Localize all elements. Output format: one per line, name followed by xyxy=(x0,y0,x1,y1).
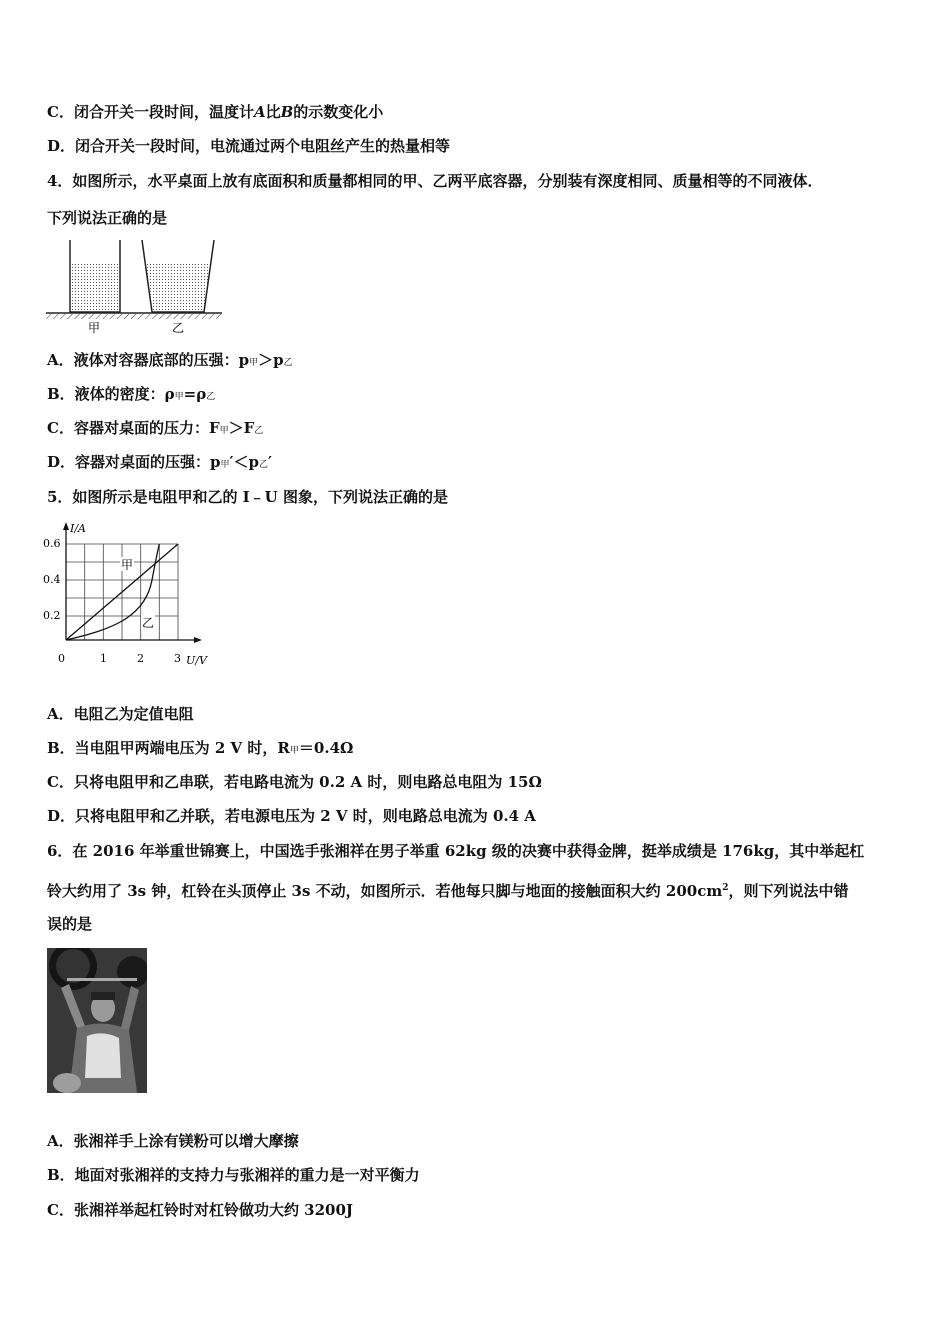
q6-stem-line3: 误的是 xyxy=(47,915,93,933)
q5-option-b-text: B．当电阻甲两端电压为 2 V 时，R xyxy=(47,739,290,757)
x-tick-1: 1 xyxy=(100,652,107,665)
liquid-yi xyxy=(146,264,210,312)
q4-option-d-mid: ′＜p xyxy=(229,453,259,471)
q4-option-a xyxy=(47,350,293,373)
y-tick-02: 0.2 xyxy=(43,609,61,622)
q4-stem-line1: 4．如图所示，水平桌面上放有底面积和质量都相同的甲、乙两平底容器，分别装有深度相同、质量相等的不同液体． xyxy=(47,172,823,190)
q5-option-a: A．电阻乙为定值电阻 xyxy=(47,705,194,723)
q4-option-d-sub1: 甲 xyxy=(220,460,230,470)
q3-option-c-text: C．闭合开关一段时间，温度计 xyxy=(47,103,254,121)
q5-iu-graph xyxy=(40,518,220,670)
q5-option-b xyxy=(47,738,353,761)
q3-option-c-end: 的示数变化小 xyxy=(293,103,384,121)
q3-option-c xyxy=(47,102,383,122)
table-hatch xyxy=(46,314,222,319)
y-axis-label: I/A xyxy=(70,522,86,535)
q6-option-a: A．张湘祥手上涂有镁粉可以增大摩擦 xyxy=(47,1132,299,1150)
q5-stem: 5．如图所示是电阻甲和乙的 I﹣U 图象，下列说法正确的是 xyxy=(47,488,448,506)
q4-option-b-sub1: 甲 xyxy=(174,392,184,402)
q4-option-c xyxy=(47,418,263,441)
q4-option-a-text: A．液体对容器底部的压强：p xyxy=(47,351,250,369)
q5-option-b-end: ＝0.4Ω xyxy=(298,739,354,757)
q3-option-d: D．闭合开关一段时间，电流通过两个电阻丝产生的热量相等 xyxy=(47,137,451,155)
label-yi: 乙 xyxy=(171,321,185,335)
q4-option-a-sub2: 乙 xyxy=(283,358,293,368)
q4-option-d xyxy=(47,452,272,475)
q4-option-b xyxy=(47,384,215,407)
y-tick-04: 0.4 xyxy=(43,573,61,586)
x-tick-2: 2 xyxy=(137,652,144,665)
q4-option-b-text: B．液体的密度：ρ xyxy=(47,385,175,403)
q6-stem-line1: 6．在 2016 年举重世锦赛上，中国选手张湘祥在男子举重 62kg 级的决赛中获得金牌，挺举成绩是 176kg，其中举起杠 xyxy=(47,842,865,860)
q6-option-b: B．地面对张湘祥的支持力与张湘祥的重力是一对平衡力 xyxy=(47,1166,420,1184)
q3-option-c-b: B xyxy=(280,103,294,121)
q4-option-d-end: ′ xyxy=(267,453,272,471)
q4-option-a-sub1: 甲 xyxy=(249,358,259,368)
q5-option-b-sub: 甲 xyxy=(289,746,299,756)
label-jia: 甲 xyxy=(87,321,101,335)
q4-option-b-mid: =ρ xyxy=(183,385,207,403)
q6-stem-line2-sup: 2 xyxy=(722,883,729,893)
q4-option-c-sub2: 乙 xyxy=(254,426,264,436)
q4-stem-line2: 下列说法正确的是 xyxy=(47,209,168,227)
y-tick-06: 0.6 xyxy=(43,537,61,550)
weightlifter-photo xyxy=(47,948,147,1093)
liquid-jia xyxy=(70,264,120,312)
q6-stem-line2-text: 铃大约用了 3s 钟，杠铃在头顶停止 3s 不动，如图所示．若他每只脚与地面的接触面积大约 200cm xyxy=(47,882,723,900)
q4-option-c-mid: ＞F xyxy=(228,419,255,437)
q4-option-c-text: C．容器对桌面的压力：F xyxy=(47,419,220,437)
x-axis-label: U/V xyxy=(186,654,207,667)
label-yi: 乙 xyxy=(142,616,155,630)
label-jia: 甲 xyxy=(121,558,134,572)
q6-stem-line2-end: ，则下列说法中错 xyxy=(728,882,849,900)
q4-option-c-sub1: 甲 xyxy=(219,426,229,436)
q3-option-c-mid: 比 xyxy=(265,103,281,121)
q5-option-d: D．只将电阻甲和乙并联，若电源电压为 2 V 时，则电路总电流为 0.4 A xyxy=(47,807,536,825)
q4-option-d-text: D．容器对桌面的压强：p xyxy=(47,453,221,471)
x-axis-arrow xyxy=(194,637,202,643)
x-tick-0: 0 xyxy=(58,652,65,665)
q6-option-c: C．张湘祥举起杠铃时对杠铃做功大约 3200J xyxy=(47,1201,354,1219)
q6-stem-line2 xyxy=(47,878,848,901)
q4-option-a-mid: ＞p xyxy=(258,351,284,369)
q4-option-d-sub2: 乙 xyxy=(258,460,268,470)
q5-option-c: C．只将电阻甲和乙串联，若电路电流为 0.2 A 时，则电路总电阻为 15Ω xyxy=(47,773,542,791)
q4-option-b-sub2: 乙 xyxy=(206,392,216,402)
x-tick-3: 3 xyxy=(174,652,181,665)
y-axis-arrow xyxy=(63,522,69,530)
q4-containers-figure xyxy=(44,236,224,336)
q3-option-c-a: A xyxy=(253,103,266,121)
